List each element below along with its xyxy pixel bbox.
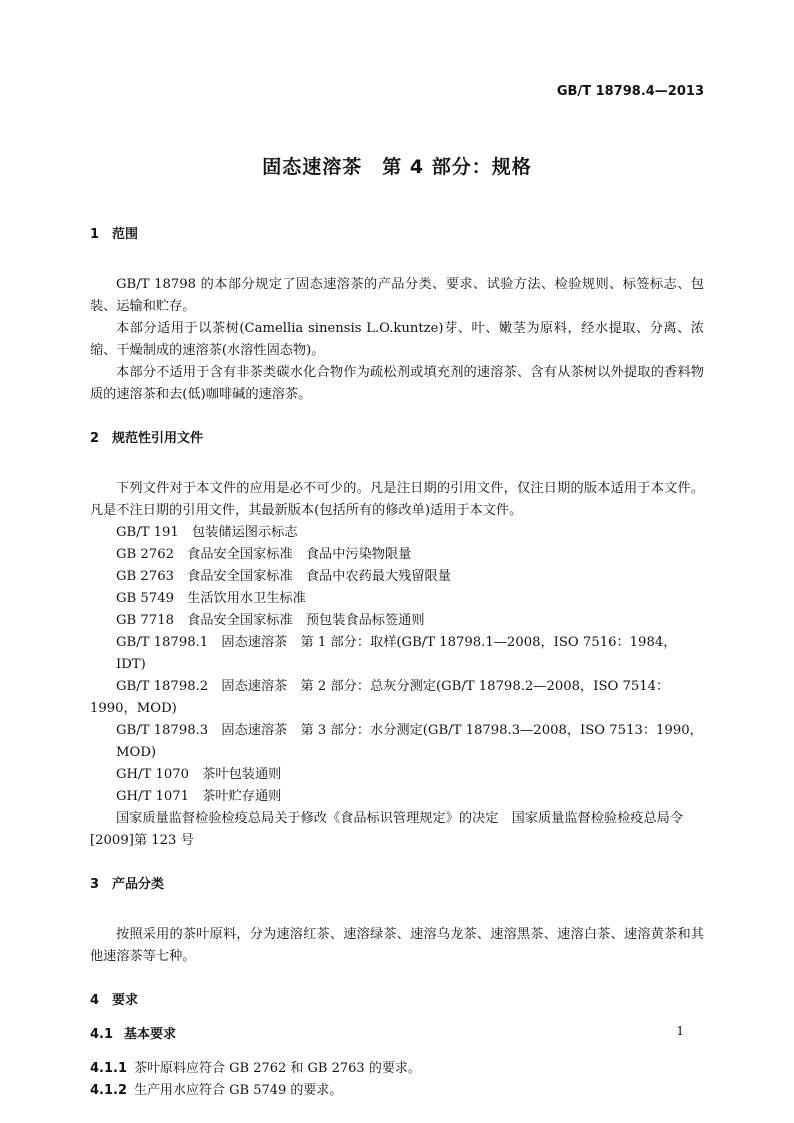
- reference-item: GH/T 1071 茶叶贮存通则: [116, 789, 282, 804]
- page-number: 1: [676, 1024, 684, 1038]
- clause-4-1-2: 4.1.2 生产用水应符合 GB 5749 的要求。: [90, 1083, 343, 1098]
- section-3-paragraph: 按照采用的茶叶原料，分为速溶红茶、速溶绿茶、速溶乌龙茶、速溶黑茶、速溶白茶、速溶黄茶和其他速溶茶等七种。: [90, 927, 704, 964]
- clause-4-1-1: 4.1.1 茶叶原料应符合 GB 2762 和 GB 2763 的要求。: [90, 1061, 421, 1076]
- standard-number: GB/T 18798.4—2013: [556, 84, 704, 99]
- section-1-paragraph: 本部分适用于以茶树(Camellia sinensis L.O.kuntze)芽、叶、嫩茎为原料，经水提取、分离、浓缩、干燥制成的速溶茶(水溶性固态物)。: [90, 321, 704, 358]
- reference-item: GB 7718 食品安全国家标准 预包装食品标签通则: [116, 613, 425, 628]
- section-3-heading: 3 产品分类: [90, 877, 165, 892]
- reference-item: GH/T 1070 茶叶包装通则: [116, 767, 282, 782]
- document-body: [90, 224, 704, 1102]
- section-2-heading: 2 规范性引用文件: [90, 431, 204, 446]
- section-2-intro: 下列文件对于本文件的应用是必不可少的。凡是注日期的引用文件，仅注日期的版本适用于本文件。凡是不注日期的引用文件，其最新版本(包括所有的修改单)适用于本文件。: [90, 481, 704, 518]
- reference-item: 国家质量监督检验检疫总局关于修改《食品标识管理规定》的决定 国家质量监督检验检疫总局令[2009]第 123 号: [90, 811, 684, 848]
- subsection-4-1-heading: 4.1 基本要求: [90, 1027, 177, 1042]
- reference-item: GB/T 191 包装储运图示标志: [116, 525, 298, 540]
- reference-item: GB/T 18798.3 固态速溶茶 第 3 部分：水分测定(GB/T 18798.3—2008，ISO 7513：1990，MOD): [116, 723, 703, 760]
- section-1-paragraph: 本部分不适用于含有非茶类碳水化合物作为疏松剂或填充剂的速溶茶、含有从茶树以外提取的香料物质的速溶茶和去(低)咖啡碱的速溶茶。: [90, 365, 704, 402]
- section-1-heading: 1 范围: [90, 227, 139, 242]
- section-1-paragraph: GB/T 18798 的本部分规定了固态速溶茶的产品分类、要求、试验方法、检验规则、标签标志、包装、运输和贮存。: [90, 277, 704, 314]
- document-title: 固态速溶茶 第 4 部分：规格: [262, 156, 532, 178]
- reference-item: GB 2762 食品安全国家标准 食品中污染物限量: [116, 547, 412, 562]
- reference-item: GB 2763 食品安全国家标准 食品中农药最大残留限量: [116, 569, 451, 584]
- reference-item: GB/T 18798.1 固态速溶茶 第 1 部分：取样(GB/T 18798.1—2008，ISO 7516：1984，IDT): [116, 635, 677, 672]
- reference-item: GB/T 18798.2 固态速溶茶 第 2 部分：总灰分测定(GB/T 18798.2—2008，ISO 7514：1990，MOD): [90, 679, 670, 716]
- section-4-heading: 4 要求: [90, 993, 139, 1008]
- reference-item: GB 5749 生活饮用水卫生标准: [116, 591, 306, 606]
